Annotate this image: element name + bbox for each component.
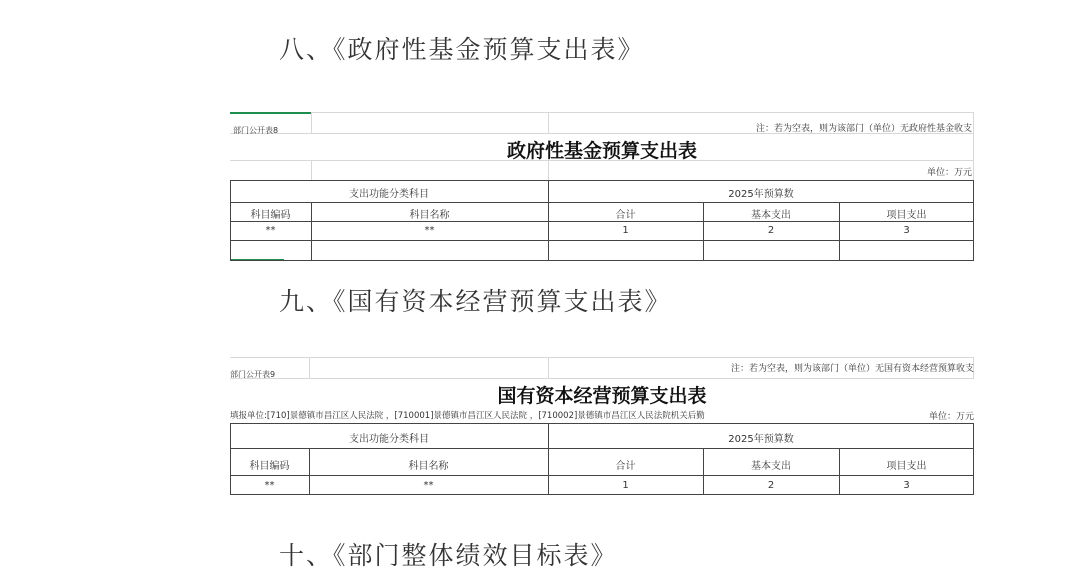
row-cell-name: ** [423, 480, 434, 491]
column-header-basic: 基本支出 [751, 461, 791, 472]
government-fund-expenditure-sheet [230, 112, 974, 262]
sheet-code: 部门公开表8 [233, 126, 279, 135]
column-header-name: 科目名称 [409, 210, 450, 221]
column-header-total: 合计 [615, 461, 636, 472]
column-header-total: 合计 [615, 210, 636, 221]
table-title: 国有资本经营预算支出表 [497, 385, 707, 407]
row-cell-total: 1 [622, 480, 629, 491]
row-cell-basic: 2 [767, 225, 775, 236]
group-header-budget: 2025年预算数 [728, 189, 794, 200]
sheet-code: 部门公开表9 [230, 370, 276, 379]
row-cell-code: ** [265, 225, 276, 236]
section-heading-10: 十、《部门整体绩效目标表》 [279, 541, 618, 570]
row-cell-code: ** [264, 480, 275, 491]
column-header-project: 项目支出 [886, 461, 927, 472]
column-header-code: 科目编码 [250, 210, 291, 221]
section-heading-9: 九、《国有资本经营预算支出表》 [279, 287, 672, 316]
unit-label: 单位：万元 [928, 412, 974, 422]
row-cell-total: 1 [622, 225, 629, 236]
row-cell-project: 3 [903, 480, 910, 491]
state-capital-expenditure-sheet [230, 357, 974, 497]
row-cell-name: ** [424, 225, 435, 236]
empty-table-note: 注：若为空表，则为该部门（单位）无政府性基金收支 [755, 124, 972, 134]
column-header-name: 科目名称 [408, 461, 449, 472]
group-header-function: 支出功能分类科目 [349, 189, 429, 200]
group-header-budget: 2025年预算数 [728, 434, 794, 445]
column-header-project: 项目支出 [886, 210, 927, 221]
group-header-function: 支出功能分类科目 [349, 434, 429, 445]
unit-label: 单位：万元 [926, 168, 972, 178]
column-header-code: 科目编码 [249, 461, 290, 472]
column-header-basic: 基本支出 [751, 210, 791, 221]
row-cell-basic: 2 [767, 480, 775, 491]
table-title: 政府性基金预算支出表 [506, 140, 697, 162]
section-heading-8: 八、《政府性基金预算支出表》 [279, 35, 645, 64]
filling-unit-text: 填报单位:[710]景德镇市昌江区人民法院 ，[710001]景德镇市昌江区人民法院 ，[710002]景德镇市昌江区人民法院机关后勤 [230, 411, 705, 421]
row-cell-project: 3 [903, 225, 910, 236]
empty-table-note: 注：若为空表，则为该部门（单位）无国有资本经营预算收支 [730, 364, 974, 374]
